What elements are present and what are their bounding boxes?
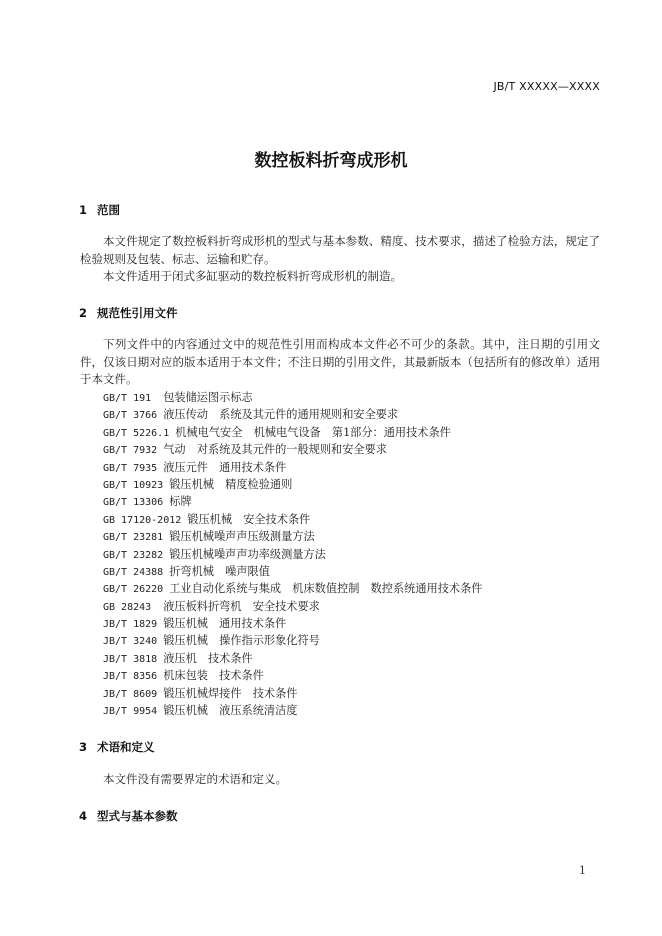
reference-item bbox=[103, 511, 483, 528]
reference-title: 锻压机械 操作指示形象化符号 bbox=[163, 634, 320, 648]
section-1-heading bbox=[79, 202, 120, 218]
page-number: 1 bbox=[579, 864, 586, 877]
reference-title: 液压元件 通用技术条件 bbox=[163, 460, 287, 474]
section-title: 范围 bbox=[97, 203, 120, 217]
section-number: 3 bbox=[79, 740, 88, 754]
reference-item bbox=[103, 650, 483, 667]
reference-title: 工业自动化系统与集成 机床数值控制 数控系统通用技术条件 bbox=[169, 582, 483, 596]
section-3-heading bbox=[79, 739, 155, 755]
reference-code: GB/T 10923 bbox=[103, 479, 170, 491]
reference-title: 机械电气安全 机械电气设备 第1部分：通用技术条件 bbox=[175, 425, 451, 439]
scope-paragraph-2: 本文件适用于闭式多缸驱动的数控板料折弯成形机的制造。 bbox=[103, 269, 402, 283]
section-number: 1 bbox=[79, 203, 88, 217]
reference-item bbox=[103, 459, 483, 476]
reference-item bbox=[103, 528, 483, 545]
reference-code: GB/T 26220 bbox=[103, 584, 170, 596]
reference-item bbox=[103, 389, 483, 406]
reference-code: GB 28243 bbox=[103, 601, 164, 613]
reference-item bbox=[103, 615, 483, 632]
section-title: 术语和定义 bbox=[97, 740, 155, 754]
reference-code: GB/T 7935 bbox=[103, 462, 164, 474]
reference-item bbox=[103, 493, 483, 510]
reference-code: GB/T 191 bbox=[103, 393, 164, 404]
scope-paragraph-1: 本文件规定了数控板料折弯成形机的型式与基本参数、精度、技术要求，描述了检验方法，规定了检验规则及包装、标志、运输和贮存。 bbox=[80, 234, 600, 266]
normative-reference-list bbox=[103, 389, 483, 719]
reference-item bbox=[103, 406, 483, 423]
section-number: 2 bbox=[79, 306, 88, 320]
reference-item bbox=[103, 632, 483, 649]
reference-title: 液压传动 系统及其元件的通用规则和安全要求 bbox=[163, 408, 399, 422]
reference-item bbox=[103, 598, 483, 615]
reference-title: 锻压机械噪声声压级测量方法 bbox=[169, 530, 315, 544]
reference-title: 液压机 技术条件 bbox=[163, 651, 253, 665]
reference-title: 机床包装 技术条件 bbox=[163, 669, 264, 683]
section-number: 4 bbox=[79, 809, 88, 823]
page-title: 数控板料折弯成形机 bbox=[254, 151, 408, 171]
reference-item bbox=[103, 441, 483, 458]
terms-paragraph: 本文件没有需要界定的术语和定义。 bbox=[103, 772, 287, 786]
reference-item bbox=[103, 476, 483, 493]
reference-title: 标牌 bbox=[169, 495, 192, 509]
reference-code: JB/T 3818 bbox=[103, 653, 164, 665]
document-code: JB/T XXXXX—XXXX bbox=[493, 80, 600, 93]
reference-item bbox=[103, 580, 483, 597]
reference-code: GB/T 23282 bbox=[103, 549, 170, 561]
reference-title: 包装储运图示标志 bbox=[163, 391, 253, 404]
reference-title: 锻压机械焊接件 技术条件 bbox=[163, 686, 298, 700]
reference-code: JB/T 1829 bbox=[103, 619, 164, 631]
reference-item bbox=[103, 424, 483, 441]
section-title: 规范性引用文件 bbox=[97, 306, 178, 320]
reference-code: JB/T 9954 bbox=[103, 706, 164, 718]
reference-code: GB/T 3766 bbox=[103, 410, 164, 422]
reference-code: GB/T 5226.1 bbox=[103, 427, 176, 439]
reference-code: GB/T 7932 bbox=[103, 445, 164, 457]
reference-title: 折弯机械 噪声限值 bbox=[169, 564, 270, 578]
reference-code: GB 17120-2012 bbox=[103, 514, 188, 526]
reference-title: 气动 对系统及其元件的一般规则和安全要求 bbox=[163, 443, 387, 457]
reference-item bbox=[103, 546, 483, 563]
reference-code: JB/T 3240 bbox=[103, 636, 164, 648]
reference-title: 锻压机械 精度检验通则 bbox=[169, 477, 293, 491]
reference-title: 锻压机械 通用技术条件 bbox=[163, 617, 287, 631]
reference-title: 锻压机械 液压系统清洁度 bbox=[163, 704, 298, 718]
normative-intro-paragraph: 下列文件中的内容通过文中的规范性引用而构成本文件必不可少的条款。其中，注日期的引用文件，仅该日期对应的版本适用于本文件；不注日期的引用文件，其最新版本（包括所有的修改单）适用于本文件。 bbox=[80, 337, 600, 386]
reference-code: GB/T 13306 bbox=[103, 497, 170, 509]
reference-code: JB/T 8356 bbox=[103, 671, 164, 683]
section-title: 型式与基本参数 bbox=[97, 809, 178, 823]
section-2-heading bbox=[79, 305, 178, 321]
reference-item bbox=[103, 702, 483, 719]
reference-code: JB/T 8609 bbox=[103, 688, 164, 700]
section-4-heading bbox=[79, 808, 178, 824]
reference-title: 锻压机械噪声声功率级测量方法 bbox=[169, 547, 326, 561]
reference-code: GB/T 23281 bbox=[103, 532, 170, 544]
reference-code: GB/T 24388 bbox=[103, 566, 170, 578]
reference-item bbox=[103, 563, 483, 580]
reference-title: 锻压机械 安全技术条件 bbox=[187, 512, 311, 526]
reference-item bbox=[103, 685, 483, 702]
reference-item bbox=[103, 667, 483, 684]
reference-title: 液压板料折弯机 安全技术要求 bbox=[163, 599, 320, 613]
